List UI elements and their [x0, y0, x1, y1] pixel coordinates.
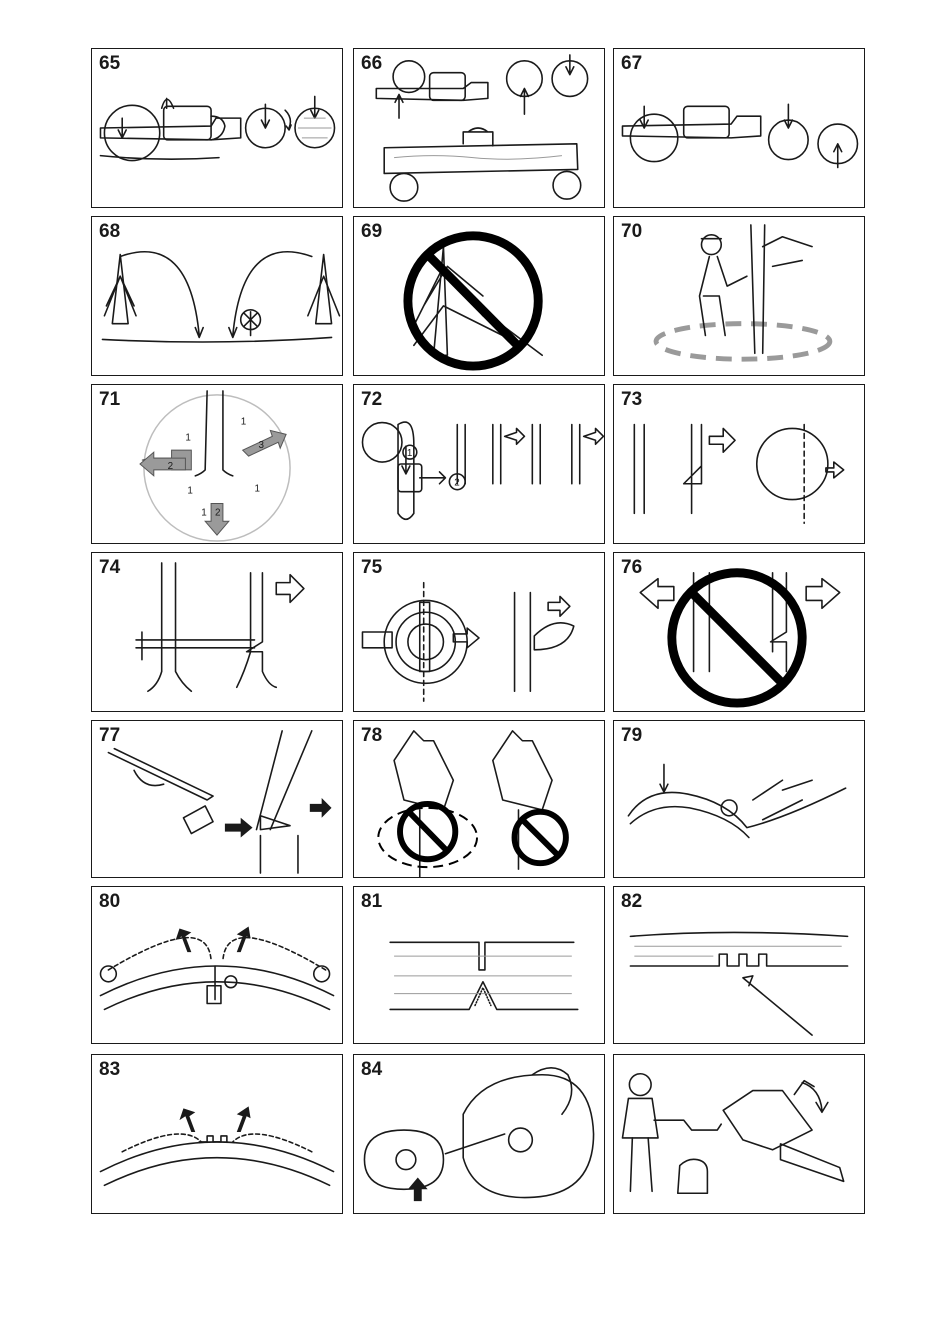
- illustration-chain-brake-cover: [354, 1055, 604, 1213]
- panel-81: [353, 886, 605, 1044]
- panel-number: 80: [99, 891, 121, 912]
- panel-number: 65: [99, 53, 121, 74]
- panel-75: [353, 552, 605, 712]
- panel-number: 79: [621, 725, 643, 746]
- panel-number: 70: [621, 221, 643, 242]
- illustration-felling-steps: [354, 385, 604, 543]
- illustration-log-cut-from-below: [354, 887, 604, 1043]
- panel-number: 66: [361, 53, 383, 74]
- panel-78: [353, 720, 605, 878]
- arrow-label: 2: [215, 507, 221, 519]
- illustration-safe-felling-distance: [92, 217, 342, 375]
- panel-number: 81: [361, 891, 383, 912]
- panel-77: [91, 720, 343, 878]
- prohibition-slash-icon: [428, 255, 520, 348]
- panel-number: 83: [99, 1059, 121, 1080]
- illustration-felling-lever-wedge: [92, 721, 342, 877]
- panel-number: 76: [621, 557, 643, 578]
- panel-number: 78: [361, 725, 383, 746]
- panel-number: 74: [99, 557, 121, 578]
- panel-69: [353, 216, 605, 376]
- panel-66: [353, 48, 605, 208]
- illustration-cross-cut-split: [614, 49, 864, 207]
- illustration-no-leaning-tree: [354, 217, 604, 375]
- panel-number: 69: [361, 221, 383, 242]
- illustration-directional-notch: [614, 385, 864, 543]
- panel-67: [613, 48, 865, 208]
- panel-73: [613, 384, 865, 544]
- panel-76: [613, 552, 865, 712]
- panel-74: [91, 552, 343, 712]
- illustration-clear-work-area: [614, 217, 864, 375]
- prohibition-slash-icon: [522, 820, 558, 856]
- sector-label: 1: [240, 416, 247, 428]
- panel-number: 67: [621, 53, 643, 74]
- panel-71: [91, 384, 343, 544]
- panel-79: [613, 720, 865, 878]
- arrow-label: 3: [258, 440, 264, 452]
- sector-label: 1: [185, 432, 191, 444]
- panel-80: [91, 886, 343, 1044]
- panel-85: [613, 1054, 865, 1214]
- arrow-label: 2: [167, 460, 174, 472]
- prohibition-slash-icon: [409, 812, 448, 851]
- panel-number: 71: [99, 389, 121, 410]
- panel-83: [91, 1054, 343, 1214]
- illustration-log-tension-top: [92, 887, 342, 1043]
- sector-label: 1: [201, 507, 207, 519]
- panel-68: [91, 216, 343, 376]
- panel-number: 72: [361, 389, 383, 410]
- panel-number: 75: [361, 557, 383, 578]
- step-label: 1: [406, 448, 413, 460]
- panel-number: 84: [361, 1059, 383, 1080]
- panel-number: 82: [621, 891, 643, 912]
- panel-number: 77: [99, 725, 121, 746]
- illustration-log-relief-cuts: [614, 887, 864, 1043]
- illustration-tree-under-tension: [614, 721, 864, 877]
- panel-72: [353, 384, 605, 544]
- illustration-no-hung-tree: [354, 721, 604, 877]
- illustration-felling-cut-height: [92, 553, 342, 711]
- panel-84: [353, 1054, 605, 1214]
- sector-label: 1: [187, 485, 193, 497]
- illustration-escape-routes: [92, 385, 342, 543]
- illustration-log-tension-relief: [92, 1055, 342, 1213]
- illustration-no-wrong-felling: [614, 553, 864, 711]
- illustration-operator-stopping-saw: [614, 1055, 864, 1213]
- panel-70: [613, 216, 865, 376]
- panel-65: [91, 48, 343, 208]
- panel-number: 68: [99, 221, 121, 242]
- panel-number: 73: [621, 389, 643, 410]
- step-label: 2: [454, 477, 460, 489]
- illustration-cross-cut-from-below: [354, 49, 604, 207]
- prohibition-slash-icon: [692, 593, 783, 684]
- panel-82: [613, 886, 865, 1044]
- illustration-cross-cut-from-top: [92, 49, 342, 207]
- sector-label: 1: [254, 483, 261, 495]
- illustration-plunge-cut: [354, 553, 604, 711]
